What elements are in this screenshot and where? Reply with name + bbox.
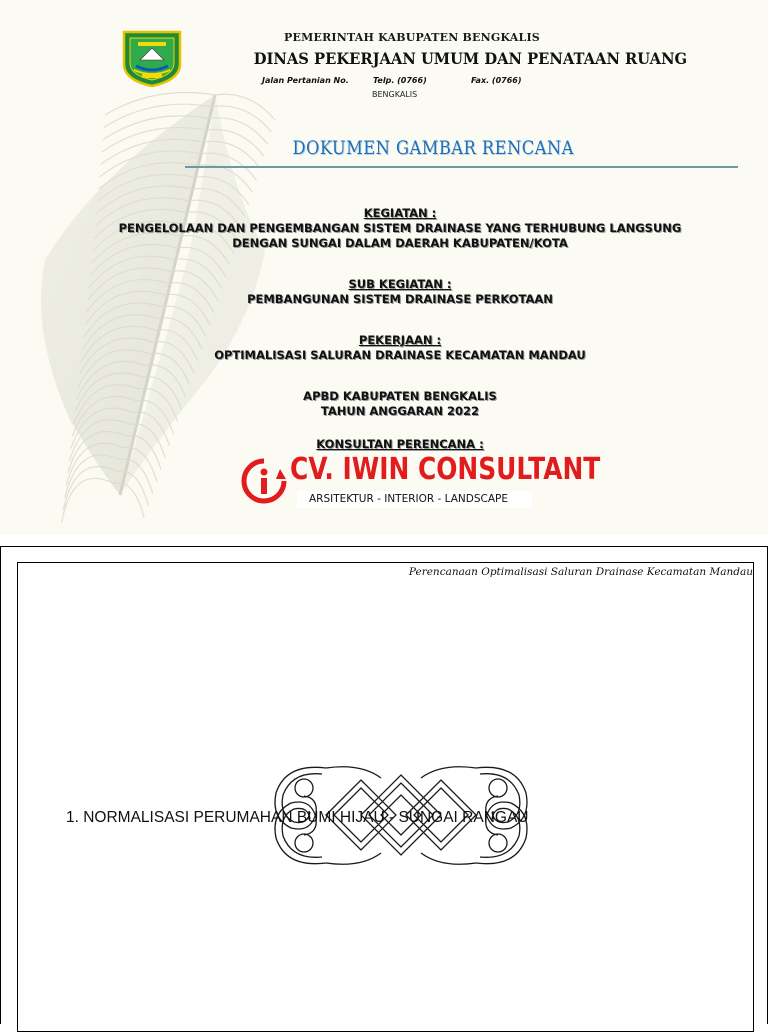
phone-text: Telp. (0766): [373, 76, 427, 85]
running-header: Perencanaan Optimalisasi Saluran Drainase Kecamatan Mandau: [408, 566, 753, 578]
kegiatan-line-1: PENGELOLAAN DAN PENGEMBANGAN SISTEM DRAINASE YANG TERHUBUNG LANGSUNG: [118, 221, 682, 235]
second-page: [0, 546, 768, 1024]
section-title: 1. NORMALISASI PERUMAHAN BUMI HIJAU - SUNGAI RANGAU: [66, 809, 529, 826]
sub-kegiatan-value: PEMBANGUNAN SISTEM DRAINASE PERKOTAAN: [247, 292, 553, 306]
pekerjaan-value: OPTIMALISASI SALURAN DRAINASE KECAMATAN MANDAU: [214, 348, 586, 362]
consultant-logo-icon: [240, 457, 288, 505]
department-name: DINAS PEKERJAAN UMUM DAN PENATAAN RUANG: [253, 49, 688, 68]
kegiatan-line-2: DENGAN SUNGAI DALAM DAERAH KABUPATEN/KOTA: [232, 236, 568, 250]
consultant-tagline: ARSITEKTUR - INTERIOR - LANDSCAPE: [297, 491, 532, 508]
government-name: PEMERINTAH KABUPATEN BENGKALIS: [284, 31, 540, 44]
kegiatan-label: KEGIATAN :: [363, 206, 437, 220]
document-title: DOKUMEN GAMBAR RENCANA: [292, 137, 574, 159]
city-text: BENGKALIS: [372, 90, 418, 99]
consultant-name: CV. IWIN CONSULTANT: [290, 452, 601, 487]
title-divider: [185, 166, 738, 168]
fax-text: Fax. (0766): [471, 76, 522, 85]
apbd-line-2: TAHUN ANGGARAN 2022: [320, 404, 480, 418]
pekerjaan-label: PEKERJAAN :: [358, 333, 442, 347]
apbd-line-1: APBD KABUPATEN BENGKALIS: [303, 389, 497, 403]
address-text: Jalan Pertanian No.: [262, 76, 349, 85]
konsultan-label: KONSULTAN PERENCANA :: [316, 437, 484, 451]
sub-kegiatan-label: SUB KEGIATAN :: [348, 277, 452, 291]
bengkalis-coat-of-arms-logo: [120, 30, 184, 88]
page-frame: [17, 562, 754, 1032]
